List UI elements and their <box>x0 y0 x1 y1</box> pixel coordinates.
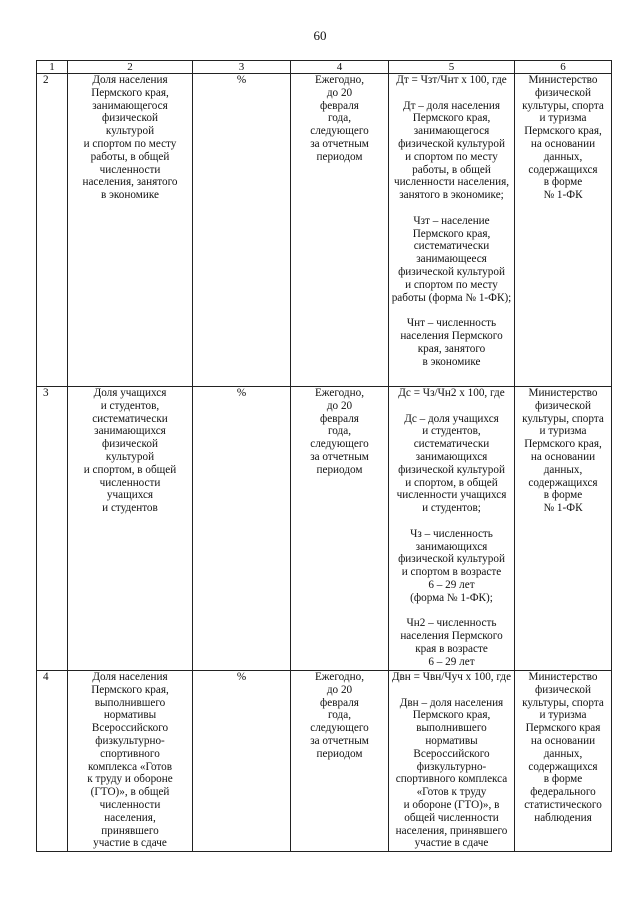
indicator-text: Доля населения Пермского края, выполнившего нормативы Всероссийского физкультурно- спортивного комплекса «Готов к труду и обороне (ГТО)», в общей численности населения, принявшего участие в сдаче <box>87 671 173 850</box>
column-number-6: 6 <box>515 61 612 74</box>
method-cell <box>389 74 515 387</box>
table-row <box>37 387 612 671</box>
unit-cell: % <box>193 74 291 387</box>
source-cell <box>515 387 612 671</box>
page-number: 60 <box>313 28 327 43</box>
table-header-row <box>37 61 612 74</box>
row-number: 3 <box>37 387 68 671</box>
source-text: Министерство физической культуры, спорта и туризма Пермского края, на основании данных, содержащихся в форме № 1-ФК <box>522 387 604 515</box>
row-number: 2 <box>37 74 68 387</box>
indicator-name <box>68 387 193 671</box>
period-cell <box>291 671 389 852</box>
indicators-table <box>36 60 612 852</box>
table-row <box>37 671 612 852</box>
period-cell <box>291 74 389 387</box>
row-number: 4 <box>37 671 68 852</box>
unit-cell: % <box>193 671 291 852</box>
column-number-5: 5 <box>389 61 515 74</box>
column-number-3: 3 <box>193 61 291 74</box>
indicator-name <box>68 74 193 387</box>
source-cell <box>515 74 612 387</box>
indicator-text: Доля населения Пермского края, занимающегося физической культурой и спортом по месту работы, в общей численности населения, занятого в экономике <box>82 74 178 202</box>
column-number-1: 1 <box>37 61 68 74</box>
source-text: Министерство физической культуры, спорта и туризма Пермского края, на основании данных, содержащихся в форме № 1-ФК <box>522 74 604 202</box>
method-text: Дс = Чз/Чн2 х 100, где Дс – доля учащихся и студентов, систематически занимающихся физической культурой и спортом, в общей численности учащихся и студентов; Чз – численность занимающихся физической культурой и спортом в возрасте 6 – 29 лет (форма № 1-ФК); Чн2 – численность населения Пермского края в возрасте 6 – 29 лет <box>396 387 507 668</box>
indicator-text: Доля учащихся и студентов, систематически занимающихся физической культурой и спортом, в общей численности учащихся и студентов <box>83 387 177 515</box>
method-cell <box>389 671 515 852</box>
period-text: Ежегодно, до 20 февраля года, следующего за отчетным периодом <box>310 387 369 476</box>
method-cell <box>389 387 515 671</box>
period-text: Ежегодно, до 20 февраля года, следующего за отчетным периодом <box>310 74 369 163</box>
source-cell <box>515 671 612 852</box>
period-cell <box>291 387 389 671</box>
indicator-name <box>68 671 193 852</box>
period-text: Ежегодно, до 20 февраля года, следующего за отчетным периодом <box>310 671 369 760</box>
unit-cell: % <box>193 387 291 671</box>
method-text: Дт = Чзт/Чнт х 100, где Дт – доля населения Пермского края, занимающегося физической культурой и спортом по месту работы, в общей численности населения, занятого в экономике; Чзт – население Пермского края, систематически занимающееся физической культурой и спортом по месту работы (форма № 1-ФК); Чнт – численность населения Пермского края, занятого в экономике <box>391 74 512 368</box>
table-row <box>37 74 612 387</box>
column-number-4: 4 <box>291 61 389 74</box>
column-number-2: 2 <box>68 61 193 74</box>
source-text: Министерство физической культуры, спорта и туризма Пермского края на основании данных, содержащихся в форме федерального статистического наблюдения <box>522 671 604 824</box>
method-text: Двн = Чвн/Чуч х 100, где Двн – доля населения Пермского края, выполнившего нормативы Всероссийского физкультурно- спортивного комплекса «Готов к труду и обороне (ГТО)», в общей численности населения, принявшего участие в сдаче <box>391 671 512 850</box>
